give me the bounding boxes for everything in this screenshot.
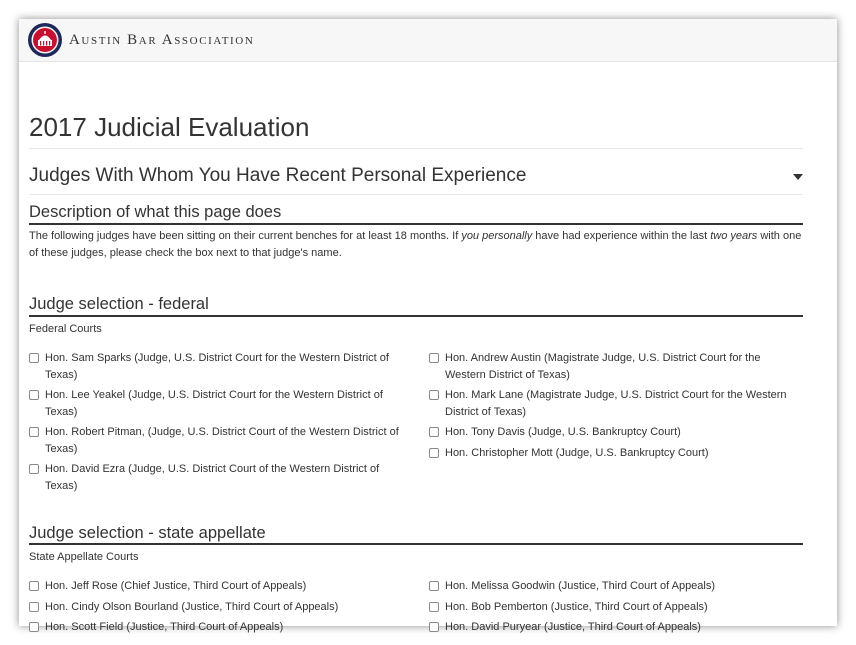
- checkbox[interactable]: [429, 622, 439, 632]
- checkbox[interactable]: [429, 602, 439, 612]
- judge-label[interactable]: Hon. Christopher Mott (Judge, U.S. Bankruptcy Court): [445, 447, 709, 459]
- checkbox[interactable]: [29, 622, 39, 632]
- description-text-part: with one of these judges, please check the box next to that judge's name.: [29, 230, 802, 259]
- title-divider: [29, 148, 803, 149]
- judge-checkbox-item[interactable]: [429, 599, 801, 616]
- description-emphasis: two years: [710, 230, 758, 242]
- description-text: [29, 228, 805, 262]
- judge-checkbox-item[interactable]: [429, 619, 801, 636]
- judge-label[interactable]: Hon. Mark Lane (Magistrate Judge, U.S. District Court for the Western District of Texas): [445, 389, 787, 418]
- judge-checkbox-item[interactable]: [429, 424, 801, 441]
- site-header: [19, 19, 837, 62]
- description-text-part: The following judges have been sitting on their current benches for at least 18 months. If: [29, 230, 462, 242]
- judge-label[interactable]: Hon. David Puryear (Justice, Third Court of Appeals): [445, 621, 701, 633]
- checkbox[interactable]: [29, 427, 39, 437]
- checkbox[interactable]: [429, 390, 439, 400]
- judge-label[interactable]: Hon. David Ezra (Judge, U.S. District Court of the Western District of Texas): [45, 463, 380, 492]
- judge-checkbox-item[interactable]: [429, 387, 801, 421]
- section-divider: [29, 194, 803, 195]
- description-emphasis: you personally: [461, 230, 533, 242]
- judge-checkbox-item[interactable]: [29, 461, 401, 495]
- checkbox[interactable]: [29, 353, 39, 363]
- section-accordion-header[interactable]: [29, 164, 803, 188]
- judge-checkbox-item[interactable]: [429, 445, 801, 462]
- checkbox[interactable]: [429, 581, 439, 591]
- state-group-label: State Appellate Courts: [29, 551, 139, 563]
- judge-label[interactable]: Hon. Robert Pitman, (Judge, U.S. District Court of the Western District of Texas): [45, 426, 399, 455]
- judge-checkbox-item[interactable]: [29, 424, 401, 458]
- judge-checkbox-item[interactable]: [429, 350, 801, 384]
- federal-rule: [29, 315, 803, 317]
- checkbox[interactable]: [429, 427, 439, 437]
- checkbox[interactable]: [29, 464, 39, 474]
- page-frame: [19, 19, 837, 633]
- checkbox[interactable]: [29, 390, 39, 400]
- state-heading: Judge selection - state appellate: [29, 524, 266, 542]
- federal-heading: Judge selection - federal: [29, 295, 209, 313]
- austin-bar-seal-logo[interactable]: [27, 22, 63, 58]
- brand-name[interactable]: Austin Bar Association: [69, 31, 255, 48]
- description-rule: [29, 223, 803, 225]
- judge-label[interactable]: Hon. Sam Sparks (Judge, U.S. District Court for the Western District of Texas): [45, 352, 389, 381]
- description-heading: Description of what this page does: [29, 203, 282, 221]
- state-rule: [29, 543, 803, 545]
- checkbox[interactable]: [29, 581, 39, 591]
- section-heading-text: Judges With Whom You Have Recent Personal Experience: [29, 165, 527, 186]
- description-text-part: have had experience within the last: [532, 230, 711, 242]
- checkbox[interactable]: [29, 602, 39, 612]
- judge-checkbox-item[interactable]: [29, 387, 401, 421]
- checkbox[interactable]: [429, 448, 439, 458]
- judge-checkbox-item[interactable]: [29, 619, 401, 636]
- federal-group-label: Federal Courts: [29, 323, 102, 335]
- judge-label[interactable]: Hon. Lee Yeakel (Judge, U.S. District Court for the Western District of Texas): [45, 389, 383, 418]
- judge-checkbox-item[interactable]: [29, 350, 401, 384]
- checkbox[interactable]: [429, 353, 439, 363]
- judge-label[interactable]: Hon. Andrew Austin (Magistrate Judge, U.S. District Court for the Western District of Texas): [445, 352, 761, 381]
- judge-checkbox-item[interactable]: [429, 578, 801, 595]
- caret-down-icon[interactable]: [793, 174, 803, 180]
- judge-label[interactable]: Hon. Cindy Olson Bourland (Justice, Third Court of Appeals): [45, 601, 339, 613]
- judge-label[interactable]: Hon. Tony Davis (Judge, U.S. Bankruptcy Court): [445, 426, 681, 438]
- judge-label[interactable]: Hon. Scott Field (Justice, Third Court of Appeals): [45, 621, 284, 633]
- page-title: 2017 Judicial Evaluation: [29, 112, 310, 142]
- judge-label[interactable]: Hon. Bob Pemberton (Justice, Third Court of Appeals): [445, 601, 708, 613]
- judge-label[interactable]: Hon. Melissa Goodwin (Justice, Third Court of Appeals): [445, 580, 716, 592]
- judge-label[interactable]: Hon. Jeff Rose (Chief Justice, Third Court of Appeals): [45, 580, 307, 592]
- judge-checkbox-item[interactable]: [29, 578, 401, 595]
- judge-checkbox-item[interactable]: [29, 599, 401, 616]
